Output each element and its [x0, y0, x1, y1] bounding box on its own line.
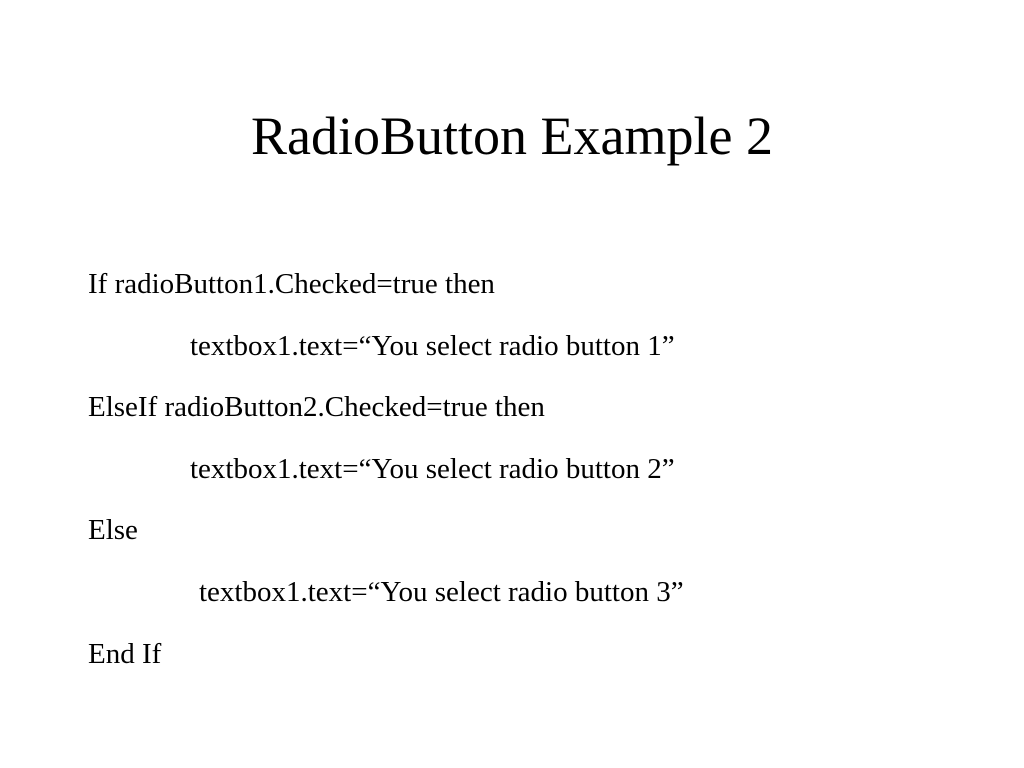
code-line-elseif: ElseIf radioButton2.Checked=true then	[88, 391, 545, 424]
code-line-assign-1: textbox1.text=“You select radio button 1”	[190, 329, 675, 362]
code-line-assign-3: textbox1.text=“You select radio button 3”	[199, 575, 684, 608]
code-block	[88, 262, 988, 693]
code-line-else: Else	[88, 514, 138, 547]
code-line-end-if: End If	[88, 637, 162, 670]
code-line-assign-2: textbox1.text=“You select radio button 2”	[190, 452, 675, 485]
code-line-if: If radioButton1.Checked=true then	[88, 268, 495, 300]
slide-title: RadioButton Example 2	[251, 106, 773, 166]
